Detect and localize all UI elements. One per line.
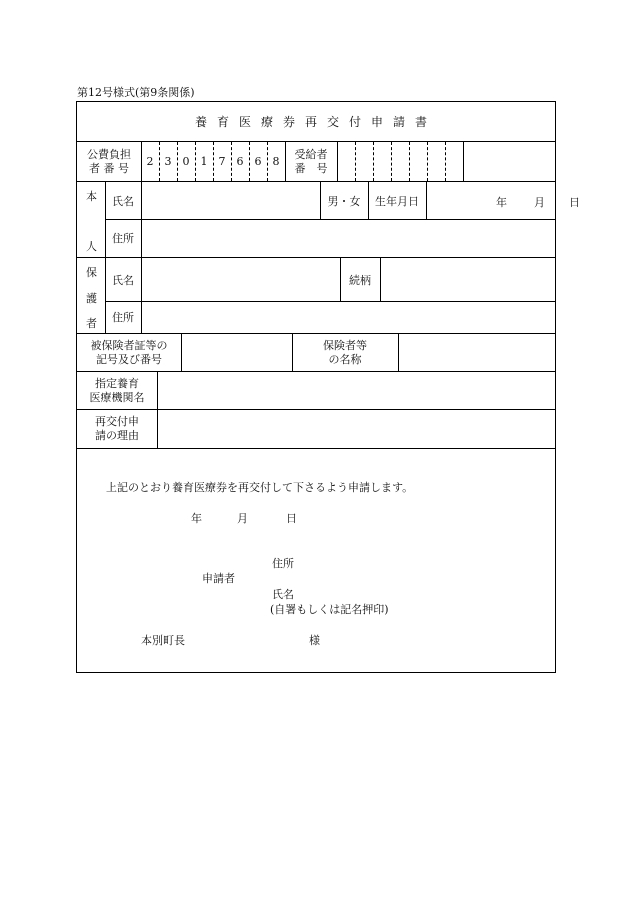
date-year-unit: 年 (191, 512, 202, 525)
institution-label-line2: 医療機関名 (89, 390, 145, 404)
burden-digit[interactable]: 3 (164, 155, 172, 168)
applicant-label: 申請者 (202, 572, 235, 585)
person-address-row (105, 219, 555, 257)
insurance-row (77, 334, 555, 372)
burden-digit[interactable]: 8 (272, 155, 280, 168)
burden-digit[interactable]: 0 (182, 155, 190, 168)
person-label-top: 本 (86, 190, 97, 203)
reason-label-line1: 再交付申 (95, 415, 139, 428)
institution-field[interactable] (157, 372, 555, 409)
guardian-address-label: 住所 (112, 311, 134, 324)
guardian-address-row (105, 301, 555, 333)
guardian-label-3: 者 (86, 317, 97, 330)
form-number-label: 第12号様式(第9条関係) (77, 86, 195, 99)
public-burden-label-line2: 者 番 号 (89, 161, 129, 175)
reason-label (77, 410, 157, 448)
relationship-field[interactable] (380, 258, 555, 301)
insurance-cert-label-line2: 記号及び番号 (96, 352, 162, 366)
guardian-label-1: 保 (86, 266, 97, 279)
insurance-cert-field[interactable] (181, 334, 292, 371)
title-row (77, 102, 555, 142)
statement-area (77, 449, 555, 672)
recipient-label-line1: 受給者 (294, 147, 328, 161)
person-name-label: 氏名 (112, 194, 134, 208)
guardian-section (77, 258, 555, 334)
birth-date-label: 生年月日 (375, 194, 419, 208)
insurer-name-label-line2: の名称 (328, 352, 362, 366)
signature-note: (自署もしくは記名押印) (270, 603, 389, 616)
name-label: 氏名 (272, 588, 294, 601)
insurance-cert-label-line1: 被保険者証等の (90, 338, 168, 352)
person-name-row (105, 182, 580, 220)
addressee: 本別町長 (141, 634, 185, 647)
guardian-name-row (105, 258, 555, 302)
public-burden-label (77, 142, 141, 181)
divider (463, 142, 464, 181)
application-form (76, 101, 580, 673)
date-day-unit: 日 (286, 512, 297, 525)
burden-digit[interactable]: 6 (254, 155, 262, 168)
date-month-unit: 月 (237, 512, 248, 525)
guardian-label-2: 護 (86, 292, 97, 305)
burden-digit[interactable]: 7 (218, 155, 226, 168)
guardian-name-label: 氏名 (112, 273, 134, 287)
person-name-field[interactable] (141, 182, 320, 219)
guardian-address-field[interactable] (141, 301, 555, 333)
insurer-name-field[interactable] (398, 334, 555, 371)
insurer-name-label (292, 334, 398, 371)
honorific: 様 (309, 634, 320, 647)
gender-options[interactable]: 男・女 (327, 194, 361, 208)
insurer-name-label-line1: 保険者等 (323, 338, 367, 352)
burden-digit[interactable]: 2 (146, 155, 154, 168)
guardian-name-field[interactable] (141, 258, 340, 301)
birth-date-field[interactable] (426, 182, 580, 219)
public-burden-label-line1: 公費負担 (87, 147, 131, 161)
institution-label-line1: 指定養育 (95, 376, 139, 390)
birth-day-unit: 日 (569, 196, 580, 209)
reason-label-line2: 請の理由 (95, 429, 139, 442)
reason-row (77, 410, 555, 449)
recipient-label (285, 142, 337, 181)
insurance-cert-label (77, 334, 181, 371)
address-label: 住所 (272, 557, 294, 570)
birth-year-unit: 年 (496, 196, 507, 209)
burden-digit[interactable]: 1 (200, 155, 208, 168)
person-section (77, 182, 580, 258)
recipient-label-line2: 番 号 (294, 161, 328, 175)
form-title: 養育医療券再交付申請書 (194, 115, 437, 129)
person-address-label: 住所 (112, 232, 134, 245)
institution-row (77, 372, 555, 410)
birth-month-unit: 月 (534, 196, 545, 209)
relationship-label: 続柄 (349, 273, 371, 287)
burden-digit[interactable]: 6 (236, 155, 244, 168)
reason-field[interactable] (157, 410, 555, 448)
recipient-number-field[interactable] (337, 142, 463, 181)
statement-text: 上記のとおり養育医療券を再交付して下さるよう申請します。 (106, 481, 414, 494)
person-address-field[interactable] (141, 219, 555, 257)
person-label-bottom: 人 (86, 240, 97, 253)
institution-label (77, 372, 157, 409)
number-row (77, 142, 555, 182)
